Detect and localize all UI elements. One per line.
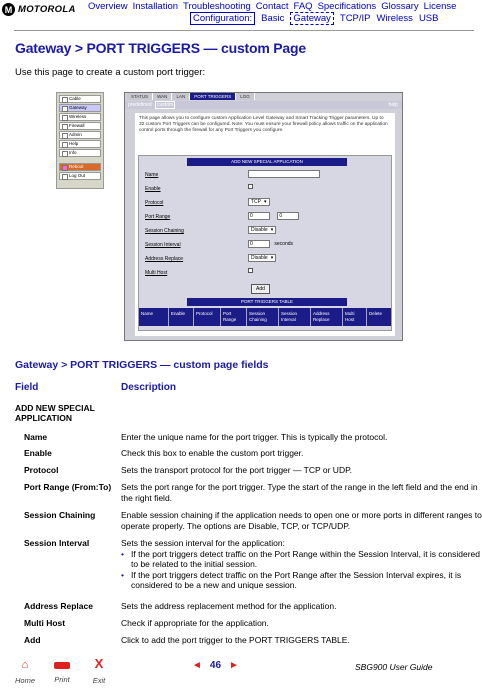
column-header-field: Field [15,382,39,393]
group-heading: ADD NEW SPECIAL APPLICATION [15,403,95,423]
form-label: Name [145,172,159,178]
seconds-unit: seconds [274,241,294,247]
sidebar-item-reboot: Reboot [59,163,101,171]
th-session-chaining: Session Chaining [247,308,279,326]
th-delete: Delete [369,311,383,316]
nav-overview[interactable]: Overview [88,1,128,12]
session-chaining-select: Disable ▾ [248,226,276,234]
page-title: Gateway > PORT TRIGGERS — custom Page [15,40,306,56]
nav-gateway[interactable]: Gateway [290,12,334,25]
form-label: Address Replace [145,256,184,262]
multi-host-checkbox [248,268,253,273]
port-triggers-screenshot [124,92,403,341]
sidebar-item-info: Info [59,149,101,157]
tab-port-triggers: PORT TRIGGERS [190,93,236,100]
field-address-replace-description: Sets the address replacement method for the application. [121,601,337,611]
form-row-protocol [145,198,375,208]
sidebar-item-help: Help [59,140,101,148]
field-port-range-label: Port Range (From:To) [24,482,112,492]
port-to-input: 0 [277,212,299,220]
home-label: Home [14,676,35,685]
add-button: Add [251,284,270,294]
field-enable-description: Check this box to enable the custom port trigger. [121,448,304,458]
home-icon: ⌂ [21,659,29,671]
th-port-range: Port Range [221,308,247,326]
field-protocol-description: Sets the transport protocol for the port trigger — TCP or UDP. [121,465,353,475]
field-add-label: Add [24,635,41,645]
th-multi-host: Multi Host [343,308,367,326]
nav-contact[interactable]: Contact [255,1,289,12]
form-row-port-range [145,212,375,222]
sidebar-item-gateway: Gateway [59,104,101,112]
form-row-multi-host [145,268,375,278]
motorola-logo [2,3,76,16]
field-multi-host-label: Multi Host [24,618,66,628]
tab-log: LOG [236,93,255,100]
port-from-input: 0 [248,212,270,220]
th-name: Name [139,308,169,326]
guide-title: SBG900 User Guide [355,662,433,672]
home-link[interactable] [10,661,40,688]
sidebar-item-logout: Log Out [59,172,101,180]
sidebar-item-firewall: Firewall [59,122,101,130]
screenshot-subnav [125,101,402,109]
exit-icon: X [94,656,104,671]
field-protocol-label: Protocol [24,465,59,475]
name-input [248,170,320,178]
table-title: PORT TRIGGERS TABLE [187,298,347,306]
field-add-description: Click to add the port trigger to the PORT TRIGGERS TABLE. [121,635,350,645]
th-address-replace: Address Replace [311,308,343,326]
field-session-chaining-description: Enable session chaining if the application needs to open one or more ports in different ranges to operate properly. The options are Disable, TCP, or TCP/UDP. [121,510,482,531]
nav-glossary[interactable]: Glossary [381,1,419,12]
nav-tcpip[interactable]: TCP/IP [339,13,371,24]
print-icon [54,662,70,669]
th-session-interval: Session Interval [279,308,311,326]
print-label: Print [54,675,70,684]
page-number: 46 [209,660,222,671]
form-label: Protocol [145,200,164,206]
header-divider [14,30,474,31]
form-row-name [145,170,375,180]
field-name-description: Enter the unique name for the port trigger. This is typically the protocol. [121,432,388,442]
field-address-replace-label: Address Replace [24,601,93,611]
screenshot-tabs [127,93,255,100]
sidebar-item-admin: Admin [59,131,101,139]
intro-text: Use this page to create a custom port trigger: [15,67,206,78]
nav-basic[interactable]: Basic [261,13,285,24]
protocol-select: TCP ▾ [248,198,270,206]
nav-installation[interactable]: Installation [132,1,179,12]
nav-troubleshooting[interactable]: Troubleshooting [183,1,251,12]
field-enable-label: Enable [24,448,52,458]
panel-title: ADD NEW SPECIAL APPLICATION [187,158,347,166]
address-replace-select: Disable ▾ [248,254,276,262]
th-enable: Enable [169,308,194,326]
screenshot-description: This page allows you to configure custom Application Level Gateway and Smart Tracking Trigger parameters. Up to 32 custom Port Triggers can be configured. Note: You must ensure your firewall policy allows traffic on the application control ports through the firewall for any Port Triggers you configure. [139,116,388,134]
sidebar-item-cable: Cable [59,95,101,103]
nav-wireless[interactable]: Wireless [376,13,413,24]
exit-label: Exit [92,676,106,685]
exit-link[interactable] [84,658,114,688]
tab-lan: LAN [172,93,190,100]
sidebar-screenshot [56,92,104,189]
add-application-panel [138,155,392,331]
field-port-range-description: Sets the port range for the port trigger. Type the start of the range in the left field and the end in the right field. [121,482,478,503]
field-session-chaining-label: Session Chaining [24,510,96,520]
subnav-predefined: predefined [128,102,152,108]
column-header-description: Description [121,382,177,393]
subnav-custom: custom [157,102,174,108]
nav-specifications[interactable]: Specifications [317,1,377,12]
form-row-enable [145,184,375,194]
tab-status: STATUS [127,93,153,100]
form-label: Enable [145,186,161,192]
field-session-interval-description: Sets the session interval for the application: • If the port triggers detect traffic on the Port Range within the Session Interval, it is considered to be related to the initial session. • If the port triggers detect traffic on the Port Range after the Session Interval expires, it is considered to be a new and unique session. [121,538,480,590]
form-row-session-interval [145,240,375,250]
form-label: Port Range [145,214,171,220]
sidebar-item-wireless: Wireless [59,113,101,121]
th-protocol: Protocol [194,308,221,326]
screenshot-body [135,113,395,336]
nav-configuration[interactable]: Configuration: [190,12,255,25]
previous-page-icon[interactable]: ◄ [192,660,202,671]
form-row-address-replace [145,254,375,264]
print-link[interactable] [47,661,77,687]
subnav-help: help [388,102,398,108]
form-label: Session Chaining [145,228,184,234]
session-interval-input: 0 [248,240,270,248]
nav-usb[interactable]: USB [418,13,439,24]
motorola-logo-mark: M [2,3,15,16]
page-navigation [192,660,239,671]
brand-name: MOTOROLA [18,4,76,15]
form-label: Session Interval [145,242,181,248]
fields-section-title: Gateway > PORT TRIGGERS — custom page fields [15,359,269,371]
bullet-item: • If the port triggers detect traffic on the Port Range after the Session Interval expires, it is considered to be a new and unique session. [121,569,462,590]
field-session-interval-label: Session Interval [24,538,90,548]
next-page-icon[interactable]: ► [229,660,239,671]
bullet-item: • If the port triggers detect traffic on the Port Range within the Session Interval, it is considered to be related to the initial session. [121,548,480,569]
field-multi-host-description: Check if appropriate for the application. [121,618,269,628]
enable-checkbox [248,184,253,189]
form-label: Multi Host [145,270,168,276]
tab-wan: WAN [153,93,172,100]
nav-license[interactable]: License [423,1,457,12]
nav-faq[interactable]: FAQ [293,1,313,12]
field-name-label: Name [24,432,48,442]
port-triggers-table-header [139,308,391,326]
form-row-session-chaining [145,226,375,236]
